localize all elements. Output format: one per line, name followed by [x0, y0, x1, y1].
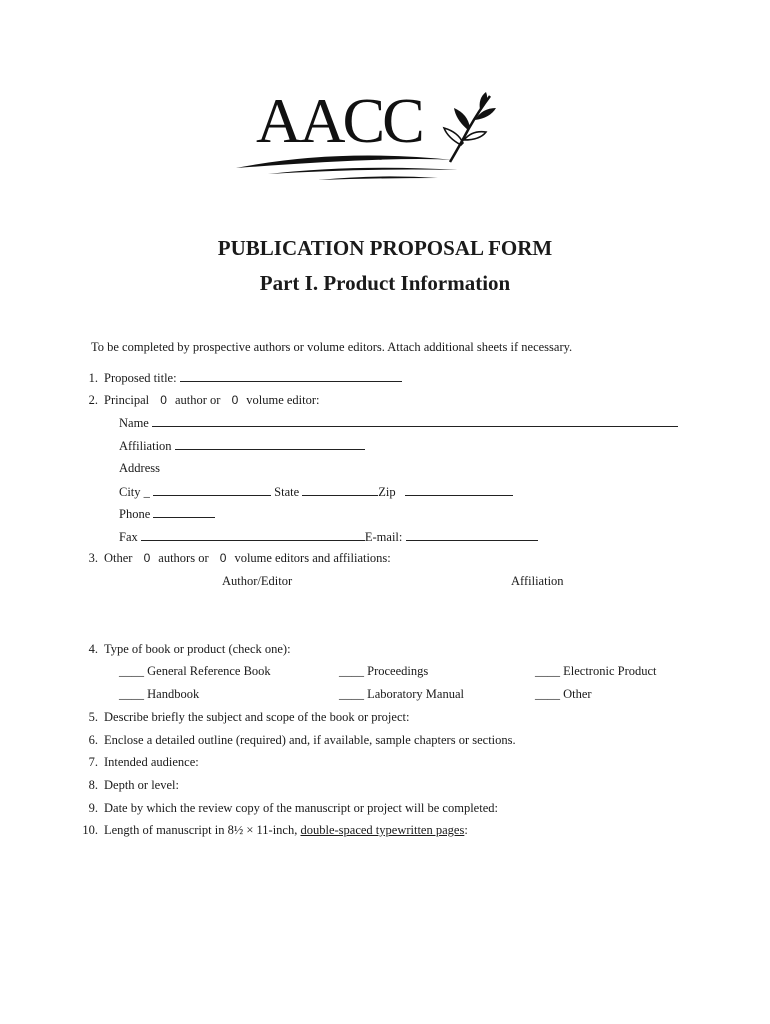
principal-label: Principal	[104, 393, 150, 407]
question-number: 5.	[88, 710, 98, 724]
question-3	[78, 551, 391, 566]
name-label: Name	[119, 416, 149, 430]
question-label: Date by which the review copy of the manuscript or project will be completed:	[104, 801, 498, 815]
author-radio[interactable]: 0	[160, 393, 167, 407]
leaf-sprig-icon	[228, 90, 508, 190]
question-8	[78, 778, 179, 793]
question-label: Length of manuscript in 8½ × 11-inch,	[104, 823, 298, 837]
question-7	[78, 755, 199, 770]
fax-row	[119, 529, 538, 545]
type-laboratory-manual[interactable]	[339, 687, 464, 702]
column-author-editor: Author/Editor	[222, 574, 293, 588]
question-5	[78, 710, 409, 725]
question-number: 9.	[88, 801, 98, 815]
form-subtitle: Part I. Product Information	[259, 271, 511, 295]
email-label: E-mail:	[364, 530, 403, 544]
authors-label: authors or	[158, 551, 209, 565]
city-field[interactable]	[153, 484, 271, 496]
editors-label: volume editors and affiliations:	[234, 551, 391, 565]
checkbox-blank[interactable]: ____	[535, 687, 560, 701]
question-number: 2.	[88, 393, 98, 407]
question-label: Type of book or product (check one):	[104, 642, 291, 656]
question-label: Intended audience:	[104, 755, 199, 769]
address-label: Address	[119, 461, 160, 475]
type-label: Electronic Product	[563, 664, 657, 678]
question-label: Enclose a detailed outline (required) and, if available, sample chapters or sections.	[104, 733, 516, 747]
form-title: PUBLICATION PROPOSAL FORM	[217, 236, 553, 260]
other-label: Other	[104, 551, 133, 565]
zip-label: Zip	[378, 485, 396, 499]
checkbox-blank[interactable]: ____	[119, 664, 144, 678]
question-label: Proposed title:	[104, 371, 177, 385]
type-general-reference[interactable]	[119, 664, 271, 679]
logo-wordmark: AACC	[256, 85, 422, 156]
intro-text: To be completed by prospective authors or volume editors. Attach additional sheets if necessary.	[91, 340, 573, 354]
question-number: 7.	[88, 755, 98, 769]
type-label: Other	[563, 687, 592, 701]
question-number: 6.	[88, 733, 98, 747]
state-label: State	[274, 485, 300, 499]
phone-label: Phone	[119, 507, 151, 521]
type-label: Proceedings	[367, 664, 429, 678]
name-row	[119, 415, 678, 431]
column-affiliation: Affiliation	[511, 574, 564, 588]
checkbox-blank[interactable]: ____	[339, 687, 364, 701]
city-row	[119, 484, 513, 500]
affiliation-row	[119, 438, 365, 454]
affiliation-label: Affiliation	[119, 439, 172, 453]
question-9	[78, 801, 498, 816]
type-electronic-product[interactable]	[535, 664, 657, 679]
question-10	[78, 823, 468, 838]
editor-radio[interactable]: 0	[231, 393, 239, 407]
city-label: City	[119, 485, 141, 499]
question-label-end: :	[464, 823, 468, 837]
type-label: General Reference Book	[147, 664, 271, 678]
aacc-logo	[228, 85, 508, 190]
type-other[interactable]	[535, 687, 592, 702]
question-number: 10.	[82, 823, 98, 837]
phone-row	[119, 506, 215, 522]
question-label: Depth or level:	[104, 778, 179, 792]
other-authors-radio[interactable]: 0	[143, 551, 151, 565]
question-1	[78, 370, 402, 386]
question-label-underlined: double-spaced typewritten pages	[300, 823, 465, 837]
checkbox-blank[interactable]: ____	[535, 664, 560, 678]
question-number: 8.	[88, 778, 98, 792]
question-number: 1.	[88, 371, 98, 385]
question-number: 4.	[88, 642, 98, 656]
type-proceedings[interactable]	[339, 664, 428, 679]
type-label: Handbook	[147, 687, 200, 701]
author-label: author or	[174, 393, 221, 407]
proposed-title-field[interactable]	[180, 370, 402, 382]
type-handbook[interactable]	[119, 687, 199, 702]
question-2	[78, 393, 320, 408]
type-label: Laboratory Manual	[367, 687, 464, 701]
checkbox-blank[interactable]: ____	[339, 664, 364, 678]
affiliation-field[interactable]	[175, 438, 365, 450]
fax-field[interactable]	[141, 529, 365, 541]
fax-label: Fax	[119, 530, 138, 544]
question-number: 3.	[88, 551, 98, 565]
name-field[interactable]	[152, 415, 678, 427]
zip-field[interactable]	[405, 484, 513, 496]
question-label: Describe briefly the subject and scope of the book or project:	[104, 710, 410, 724]
state-field[interactable]	[302, 484, 378, 496]
city-prefix: _	[143, 485, 150, 499]
question-6	[78, 733, 516, 748]
other-editors-radio[interactable]: 0	[219, 551, 227, 565]
editor-label: volume editor:	[246, 393, 320, 407]
question-4	[78, 642, 291, 657]
email-field[interactable]	[406, 529, 538, 541]
checkbox-blank[interactable]: ____	[119, 687, 144, 701]
phone-field[interactable]	[153, 506, 215, 518]
